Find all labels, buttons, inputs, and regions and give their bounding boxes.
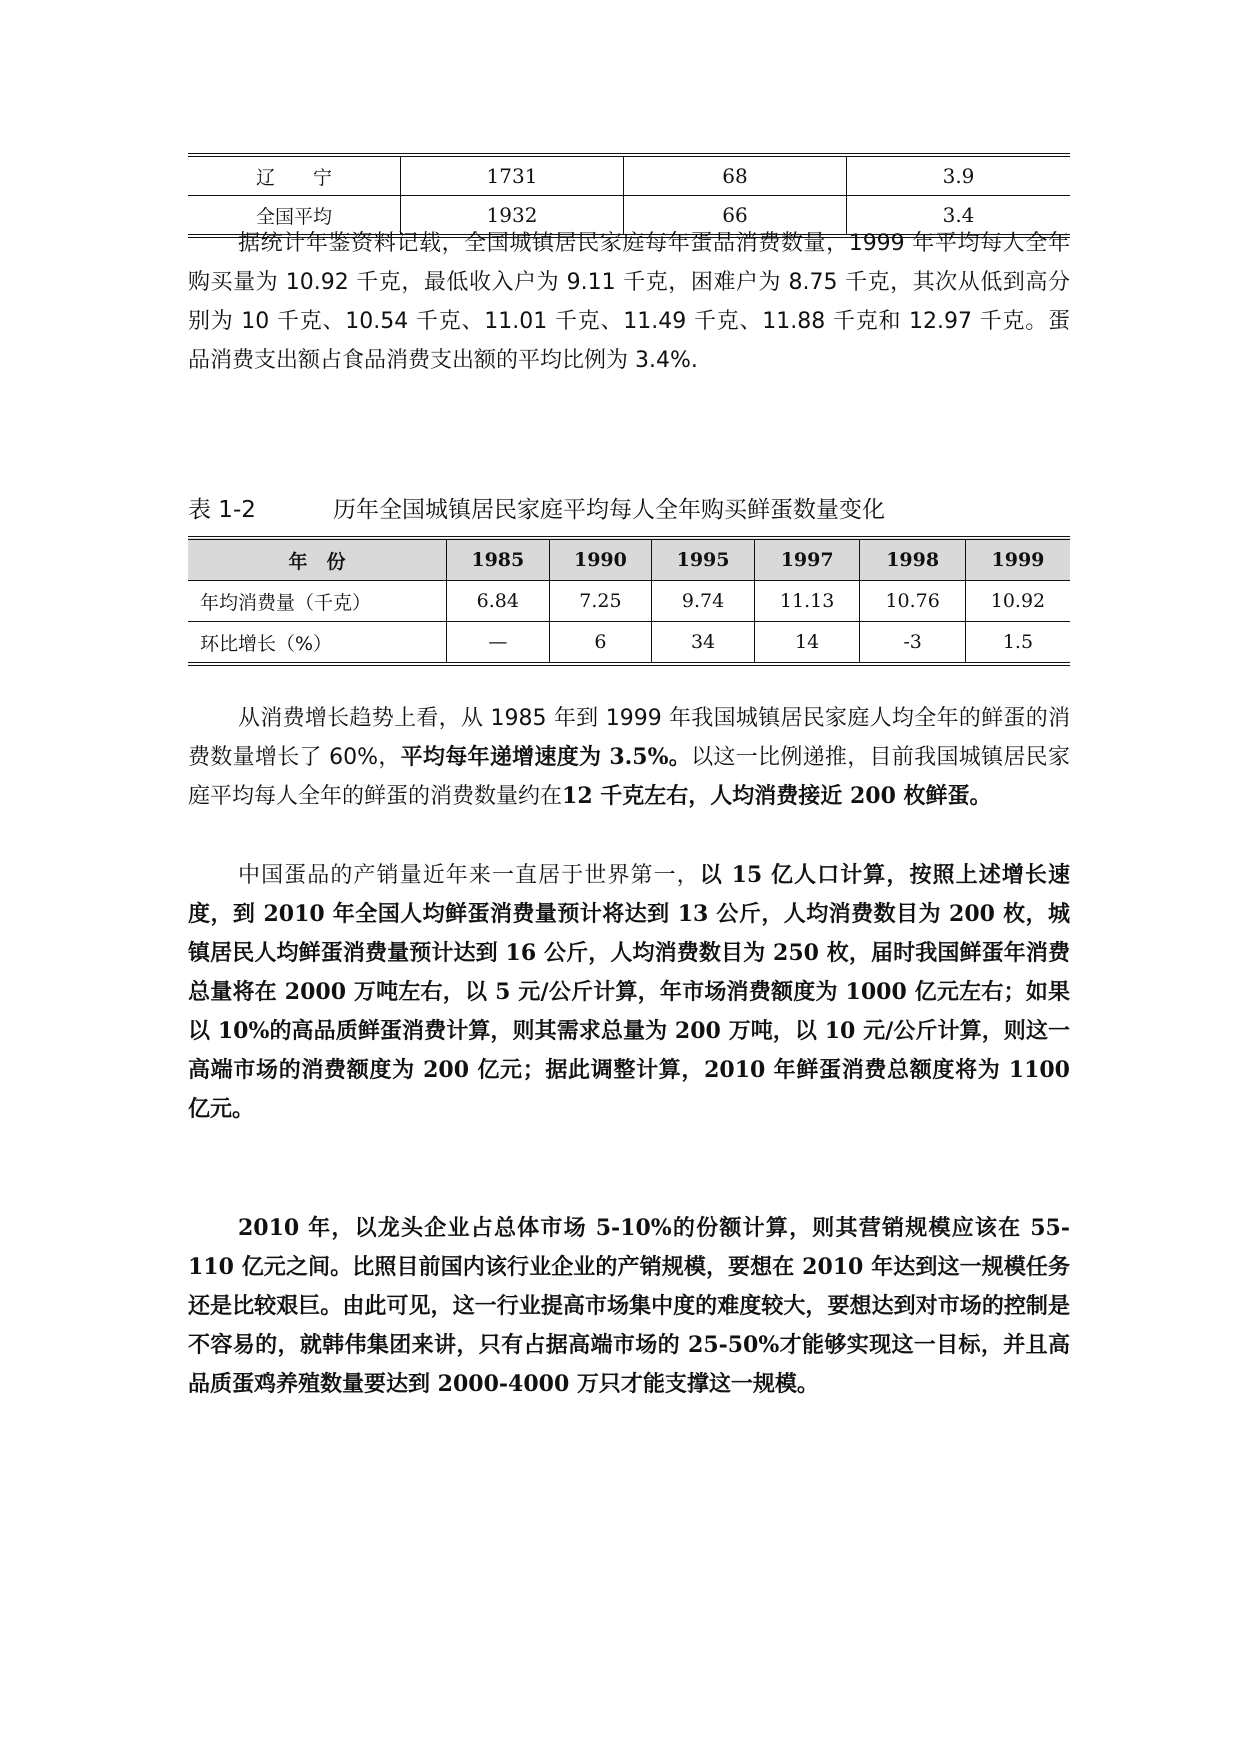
table-cell: -3 xyxy=(860,622,966,665)
table-cell: 辽 宁 xyxy=(255,166,332,189)
header-year: 1995 xyxy=(652,538,755,581)
table-cell: 1.5 xyxy=(965,622,1070,665)
paragraph-text xyxy=(188,1209,1070,1404)
table-row xyxy=(188,581,1070,622)
table-title: 历年全国城镇居民家庭平均每人全年购买鲜蛋数量变化 xyxy=(333,497,885,523)
bold-text-run: 平均每年递增速度为 3.5%。 xyxy=(400,744,692,770)
table-cell: — xyxy=(447,622,550,665)
header-label: 年 份 xyxy=(188,538,447,581)
header-year: 1985 xyxy=(447,538,550,581)
table-cell: 7.25 xyxy=(549,581,652,622)
paragraph-market-share xyxy=(188,1209,1070,1404)
bold-text-run: 2010 年，以龙头企业占总体市场 5-10%的份额计算，则其营销规模应该在 55-110 亿元之间。比照目前国内该行业企业的产销规模，要想在 2010 年达到这一规模任务还是比较艰巨。由此可见，这一行业提高市场集中度的难度较大，要想达到对市场的控制是不容易的，就韩伟集团来讲，只有占据高端市场的 25-50%才能够实现这一目标，并且高品质蛋鸡养殖数量要达到 2000-4000 万只才能支撑这一规模。 xyxy=(188,1215,1070,1397)
table-cell: 1731 xyxy=(401,155,624,196)
paragraph-text: 据统计年鉴资料记载，全国城镇居民家庭每年蛋品消费数量，1999 年平均每人全年购买量为 10.92 千克，最低收入户为 9.11 千克，困难户为 8.75 千克，其次从低到高分别为 10 千克、10.54 千克、11.01 千克、11.49 千克、11.88 千克和 12.97 千克。蛋品消费支出额占食品消费支出额的平均比例为 3.4%. xyxy=(188,231,1070,373)
text-run: 中国蛋品的产销量近年来一直居于世界第一， xyxy=(238,863,700,888)
header-year: 1998 xyxy=(860,538,966,581)
row-label: 年均消费量（千克） xyxy=(200,591,372,614)
paragraph-growth-trend xyxy=(188,699,1070,816)
table-number: 表 1-2 xyxy=(188,497,256,523)
paragraph-text xyxy=(188,856,1070,1129)
table-cell: 10.92 xyxy=(965,581,1070,622)
table-cell: 11.13 xyxy=(754,581,860,622)
bold-text-run: 12 千克左右，人均消费接近 200 枚鲜蛋。 xyxy=(562,783,992,809)
table-cell: 14 xyxy=(754,622,860,665)
table-cell: 9.74 xyxy=(652,581,755,622)
header-year: 1997 xyxy=(754,538,860,581)
table-cell: 3.9 xyxy=(847,155,1071,196)
bold-text-run: 以 15 亿人口计算，按照上述增长速度，到 2010 年全国人均鲜蛋消费量预计将达到 13 公斤，人均消费数目为 200 枚，城镇居民人均鲜蛋消费量预计达到 16 公斤，人均消费数目为 250 枚，届时我国鲜蛋年消费总量将在 2000 万吨左右，以 5 元/公斤计算，年市场消费额度为 1000 亿元左右；如果以 10%的高品质鲜蛋消费计算，则其需求总量为 200 万吨，以 10 元/公斤计算，则这一高端市场的消费额度为 200 亿元；据此调整计算，2010 年鲜蛋消费总额度将为 1100 亿元。 xyxy=(188,862,1070,1122)
table-cell: 10.76 xyxy=(860,581,966,622)
table-cell: 6 xyxy=(549,622,652,665)
table-cell: 66 xyxy=(624,196,847,237)
paragraph-text xyxy=(188,699,1070,816)
text-run: 以这一比例递推，目前我国城镇居民家庭平均每人全年的鲜蛋的消费数量约在 xyxy=(188,745,1070,809)
egg-consumption-table xyxy=(188,536,1070,666)
text-run: 从消费增长趋势上看，从 1985 年到 1999 年我国城镇居民家庭人均全年的鲜蛋的消费数量增长了 60%， xyxy=(188,706,1070,770)
paragraph-statistics xyxy=(188,224,1070,380)
table-caption xyxy=(188,491,1070,525)
paragraph-market-forecast xyxy=(188,856,1070,1129)
table-cell: 34 xyxy=(652,622,755,665)
table-cell: 68 xyxy=(624,155,847,196)
table-cell: 1932 xyxy=(401,196,624,237)
header-year: 1990 xyxy=(549,538,652,581)
header-year: 1999 xyxy=(965,538,1070,581)
table-cell: 全国平均 xyxy=(188,196,401,237)
table-cell: 6.84 xyxy=(447,581,550,622)
table-row xyxy=(188,155,1070,196)
row-label: 环比增长（%） xyxy=(188,622,447,665)
table-header-row xyxy=(188,538,1070,581)
table-cell: 3.4 xyxy=(847,196,1071,237)
table-row xyxy=(188,622,1070,665)
